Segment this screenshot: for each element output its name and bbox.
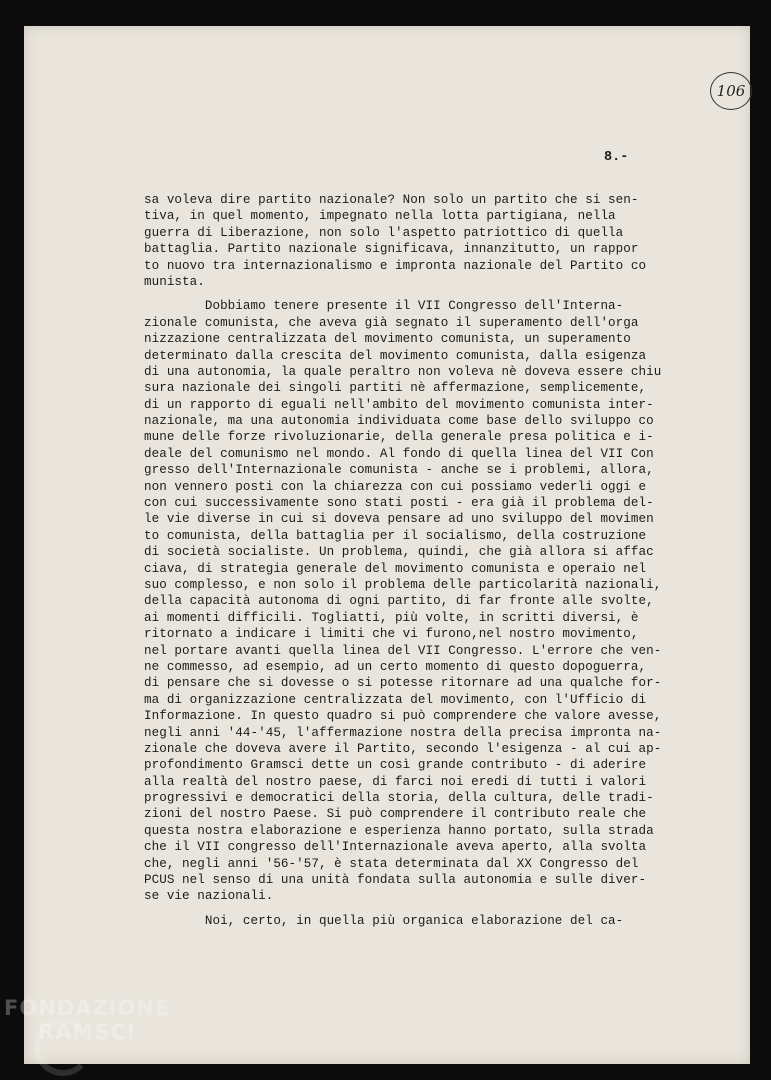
text-line: munista. <box>144 274 205 289</box>
text-line: tiva, in quel momento, impegnato nella lotta partigiana, nella <box>144 209 616 224</box>
text-line: PCUS nel senso di una unità fondata sulla autonomia e sulle diver- <box>144 873 647 888</box>
text-line: battaglia. Partito nazionale significava, innanzitutto, un rappor <box>144 242 639 257</box>
watermark-line-2: RAMSCI <box>38 1020 136 1044</box>
text-line: con cui successivamente sono stati posti - era già il problema del- <box>144 496 654 511</box>
text-line: sa voleva dire partito nazionale? Non solo un partito che si sen- <box>144 193 639 207</box>
document-page <box>24 26 750 1064</box>
text-line: nazionale, ma una autonomia individuata come base dello sviluppo co <box>144 414 654 429</box>
paragraph-gap <box>144 290 684 298</box>
text-line: suo complesso, e non solo il problema delle particolarità nazionali, <box>144 577 662 592</box>
body-text <box>144 192 684 929</box>
text-line: ai momenti difficili. Togliatti, più volte, in scritti diversi, è <box>144 610 639 625</box>
text-line: progressivi e democratici della storia, della cultura, delle tradi- <box>144 791 654 806</box>
text-line: negli anni '44-'45, l'affermazione nostra della precisa impronta na- <box>144 725 662 740</box>
text-line: to comunista, della battaglia per il socialismo, della costruzione <box>144 528 647 543</box>
text-line: Dobbiamo tenere presente il VII Congresso dell'Interna- <box>144 299 624 314</box>
page-number: 8.- <box>604 150 629 165</box>
text-line: di una autonomia, la quale peraltro non voleva nè doveva essere chiu <box>144 364 662 379</box>
text-line: sura nazionale dei singoli partiti nè affermazione, semplicemente, <box>144 381 647 396</box>
text-line: mune delle forze rivoluzionarie, della generale presa politica e i- <box>144 430 654 445</box>
text-line: della capacità autonoma di ogni partito, di far fronte alle svolte, <box>144 594 654 609</box>
text-line: che il VII congresso dell'Internazionale aveva aperto, alla svolta <box>144 840 647 855</box>
text-line: ne commesso, ad esempio, ad un certo momento di questo dopoguerra, <box>144 659 647 674</box>
text-line: alla realtà del nostro paese, di farci noi eredi di tutti i valori <box>144 774 647 789</box>
text-line: questa nostra elaborazione e esperienza hanno portato, sulla strada <box>144 823 654 838</box>
text-line: le vie diverse in cui si doveva pensare ad uno sviluppo del movimen <box>144 512 654 527</box>
folio-stamp: 106 <box>710 72 752 110</box>
text-line: Noi, certo, in quella più organica elaborazione del ca- <box>144 913 624 928</box>
text-line: Informazione. In questo quadro si può comprendere che valore avesse, <box>144 709 662 724</box>
text-line: to nuovo tra internazionalismo e impronta nazionale del Partito co <box>144 258 647 273</box>
paragraph-gap <box>144 905 684 913</box>
text-line: ritornato a indicare i limiti che vi furono,nel nostro movimento, <box>144 627 639 642</box>
watermark-line-1: FONDAZIONE <box>4 996 171 1020</box>
text-line: deale del comunismo nel mondo. Al fondo di quella linea del VII Con <box>144 446 654 461</box>
text-line: di società socialiste. Un problema, quindi, che già allora si affac <box>144 545 654 560</box>
text-line: nizzazione centralizzata del movimento comunista, un superamento <box>144 332 631 347</box>
text-line: determinato dalla crescita del movimento comunista, dalla esigenza <box>144 348 647 363</box>
text-line: non vennero posti con la chiarezza con cui possiamo vederli oggi e <box>144 479 647 494</box>
text-line: nel portare avanti quella linea del VII Congresso. L'errore che ven- <box>144 643 662 658</box>
text-line: ma di organizzazione centralizzata del movimento, con l'Ufficio di <box>144 692 647 707</box>
text-line: gresso dell'Internazionale comunista - anche se i problemi, allora, <box>144 463 654 478</box>
text-line: guerra di Liberazione, non solo l'aspetto patriottico di quella <box>144 225 624 240</box>
text-line: profondimento Gramsci dette un così grande contributo - di aderire <box>144 758 647 773</box>
text-line: zionale che doveva avere il Partito, secondo l'esigenza - al cui ap- <box>144 741 662 756</box>
text-line: di un rapporto di eguali nell'ambito del movimento comunista inter- <box>144 397 654 412</box>
text-line: se vie nazionali. <box>144 889 274 904</box>
text-line: zionale comunista, che aveva già segnato il superamento dell'orga <box>144 315 639 330</box>
watermark <box>4 996 170 1044</box>
text-line: di pensare che si dovesse o si potesse ritornare ad una qualche for- <box>144 676 662 691</box>
text-line: zioni del nostro Paese. Si può comprendere il contributo reale che <box>144 807 647 822</box>
text-line: che, negli anni '56-'57, è stata determinata dal XX Congresso del <box>144 856 639 871</box>
text-line: ciava, di strategia generale del movimento comunista e operaio nel <box>144 561 647 576</box>
